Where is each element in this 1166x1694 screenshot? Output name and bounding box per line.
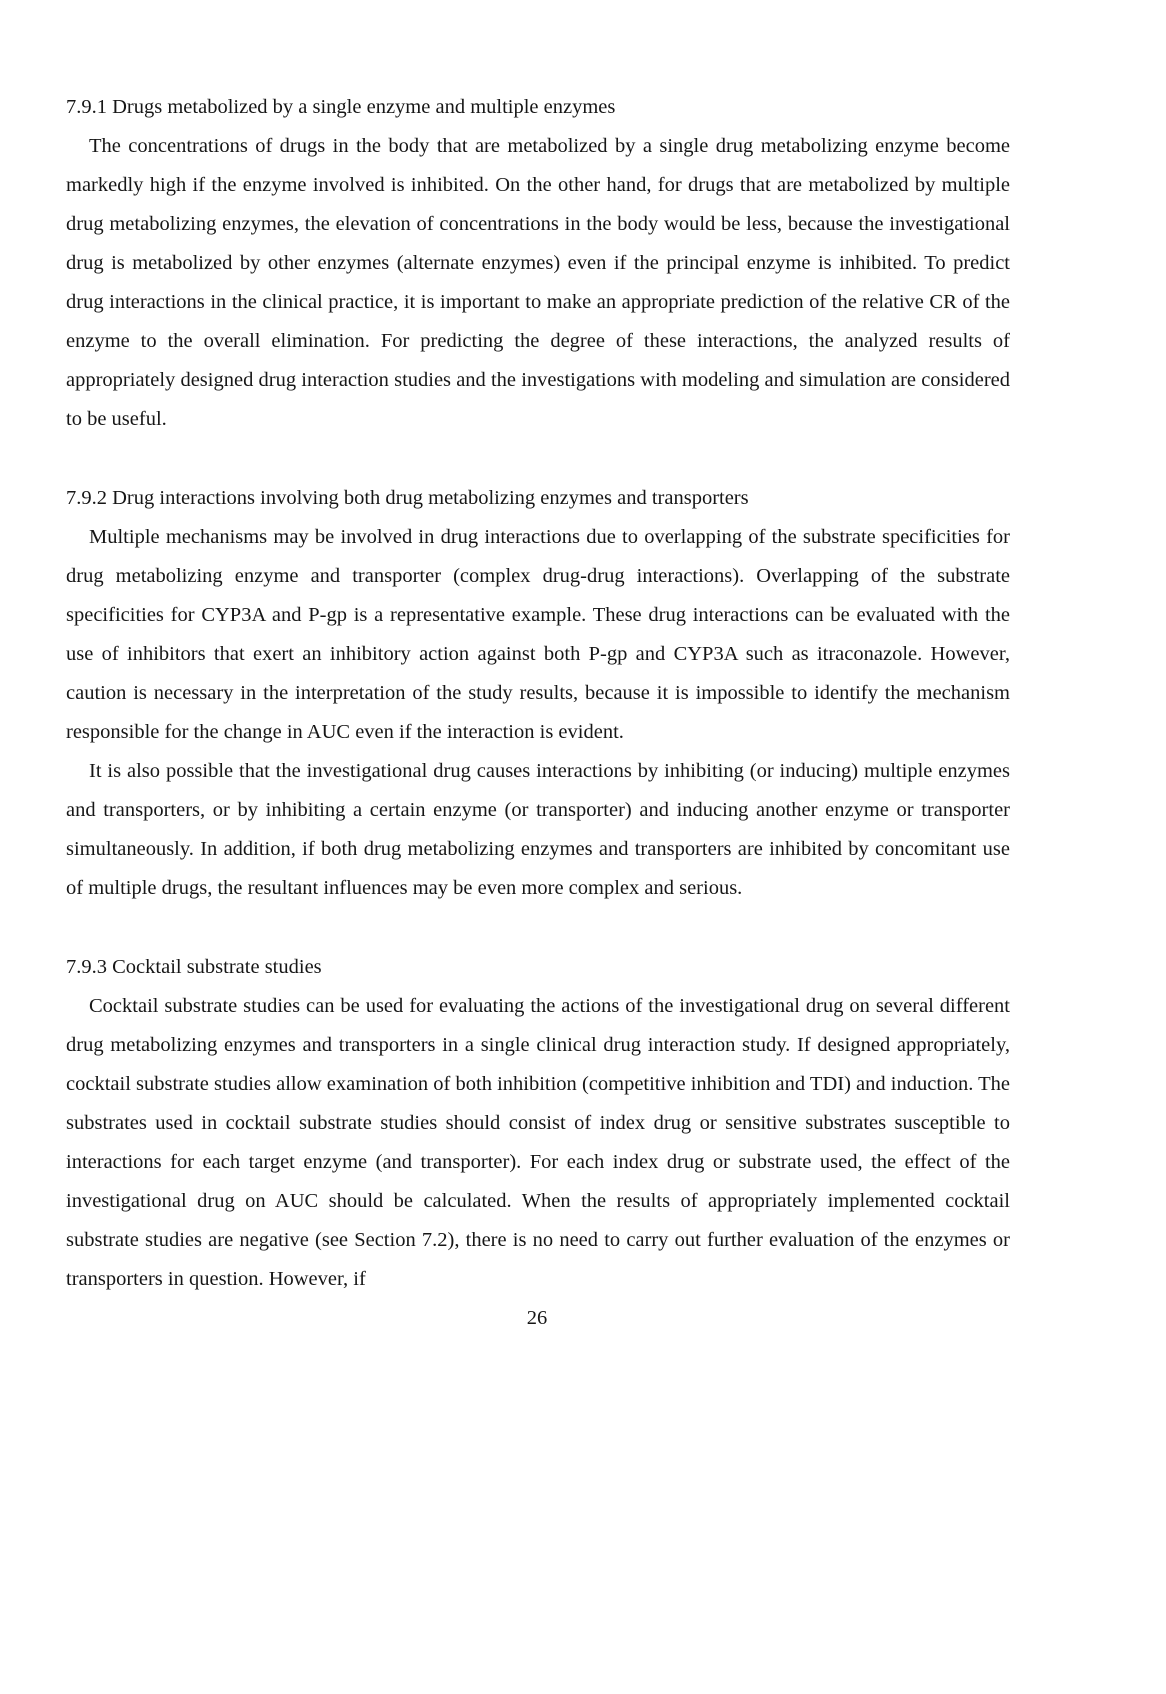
paragraph: Multiple mechanisms may be involved in drug interactions due to overlapping of the substrate specificities for drug metabolizing enzyme and transporter (complex drug-drug interactions). Overlapping of the substrate specificities for CYP3A and P-gp is a representative example. These drug interactions can be evaluated with the use of inhibitors that exert an inhibitory action against both P-gp and CYP3A such as itraconazole. However, caution is necessary in the interpretation of the study results, because it is impossible to identify the mechanism responsible for the change in AUC even if the interaction is evident. [66, 526, 1010, 743]
paragraph: The concentrations of drugs in the body that are metabolized by a single drug metabolizing enzyme become markedly high if the enzyme involved is inhibited. On the other hand, for drugs that are metabolized by multiple drug metabolizing enzymes, the elevation of concentrations in the body would be less, because the investigational drug is metabolized by other enzymes (alternate enzymes) even if the principal enzyme is inhibited. To predict drug interactions in the clinical practice, it is important to make an appropriate prediction of the relative CR of the enzyme to the overall elimination. For predicting the degree of these interactions, the analyzed results of appropriately designed drug interaction studies and the investigations with modeling and simulation are considered to be useful. [66, 135, 1010, 430]
section-heading-7-9-3: 7.9.3 Cocktail substrate studies [66, 956, 322, 978]
section-7-9-2 [66, 479, 1010, 908]
section-heading-7-9-1: 7.9.1 Drugs metabolized by a single enzyme and multiple enzymes [66, 96, 616, 118]
paragraph: It is also possible that the investigational drug causes interactions by inhibiting (or inducing) multiple enzymes and transporters, or by inhibiting a certain enzyme (or transporter) and inducing another enzyme or transporter simultaneously. In addition, if both drug metabolizing enzymes and transporters are inhibited by concomitant use of multiple drugs, the resultant influences may be even more complex and serious. [66, 760, 1010, 899]
section-7-9-1 [66, 88, 1010, 439]
page-footer [66, 1299, 1008, 1338]
paragraph: Cocktail substrate studies can be used for evaluating the actions of the investigational drug on several different drug metabolizing enzymes and transporters in a single clinical drug interaction study. If designed appropriately, cocktail substrate studies allow examination of both inhibition (competitive inhibition and TDI) and induction. The substrates used in cocktail substrate studies should consist of index drug or sensitive substrates susceptible to interactions for each target enzyme (and transporter). For each index drug or substrate used, the effect of the investigational drug on AUC should be calculated. When the results of appropriately implemented cocktail substrate studies are negative (see Section 7.2), there is no need to carry out further evaluation of the enzymes or transporters in question. However, if [66, 995, 1010, 1290]
section-7-9-3 [66, 948, 1010, 1299]
page-number: 26 [526, 1307, 548, 1329]
section-heading-7-9-2: 7.9.2 Drug interactions involving both drug metabolizing enzymes and transporters [66, 487, 749, 509]
